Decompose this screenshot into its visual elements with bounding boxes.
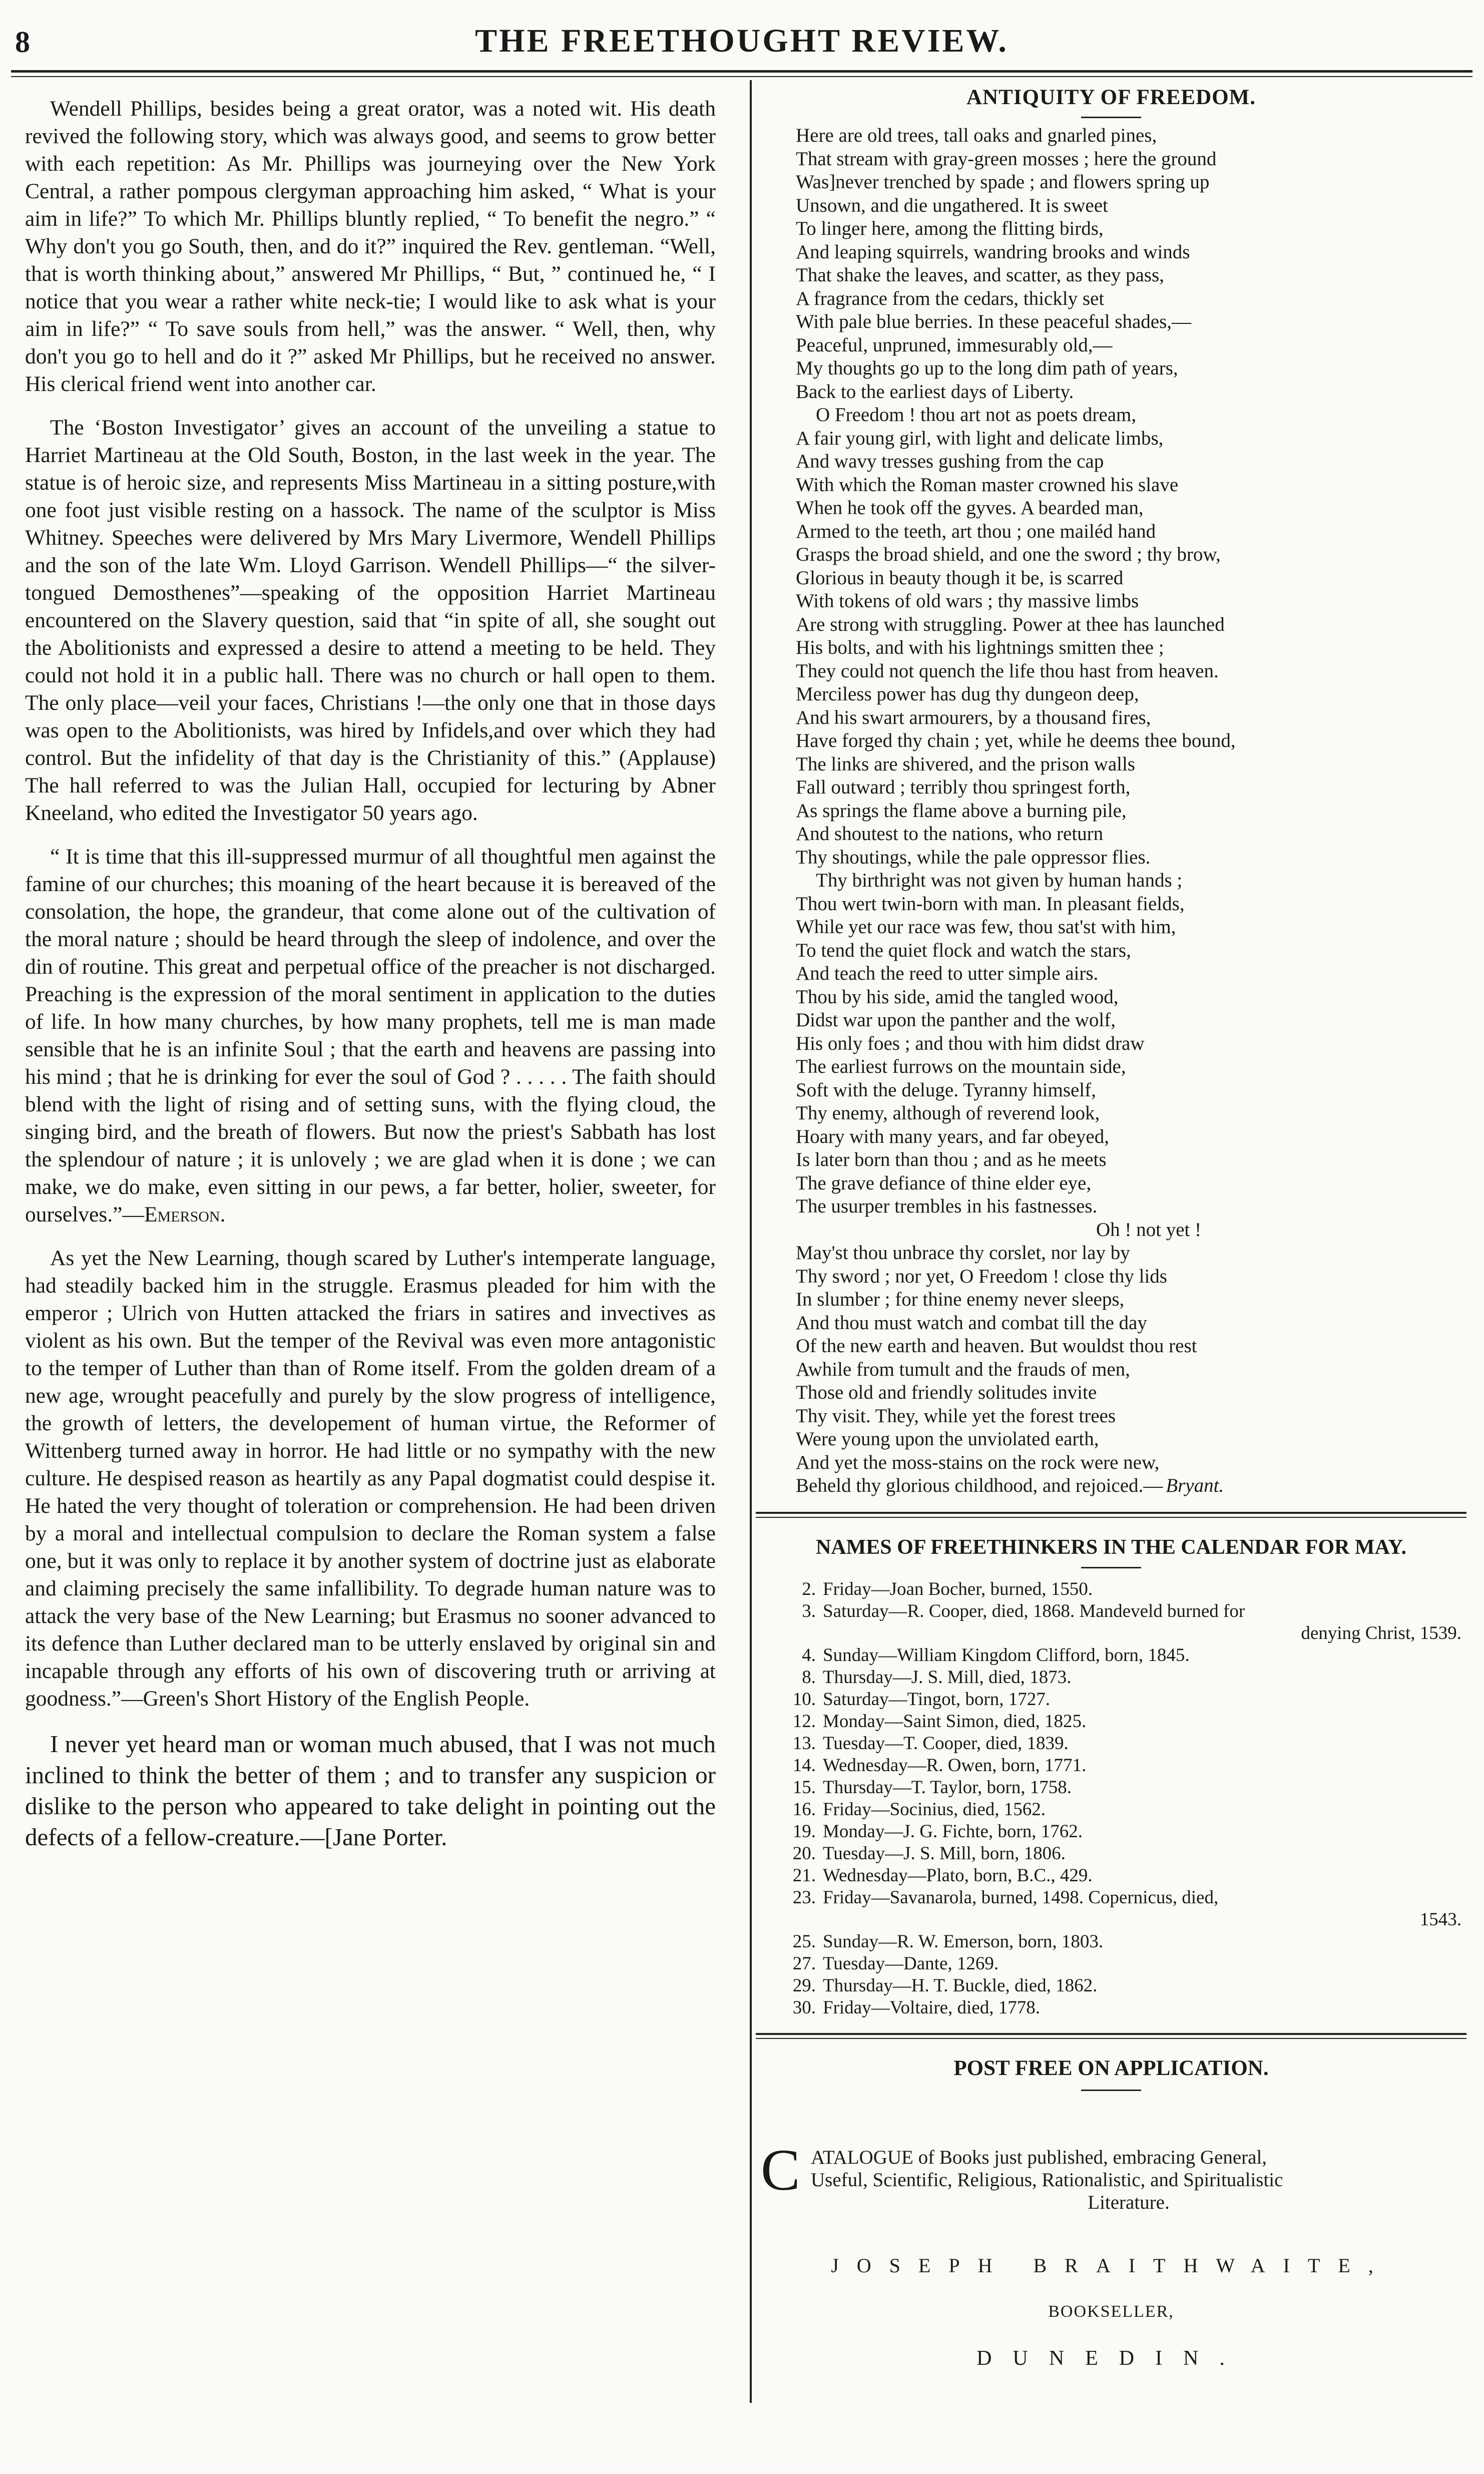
calendar-item <box>786 1644 1466 1667</box>
poem-line-text: And his swart armourers, by a thousand fires, <box>796 706 1151 728</box>
calendar-item <box>786 1821 1466 1843</box>
article-jane-porter: I never yet heard man or woman much abused, that I was not much inclined to think the better of them ; and to transfer any suspicion or dislike to the person who appeared to take delight in pointing out the defects of a fellow-creature.—[Jane Porter. <box>25 1730 716 1851</box>
calendar-item <box>786 1600 1466 1622</box>
calendar-item <box>786 1777 1466 1799</box>
calendar-day: 27. <box>792 1953 816 1974</box>
poem-line <box>796 1032 1466 1056</box>
column-divider <box>750 80 752 2403</box>
poem-line <box>796 660 1466 683</box>
poem-line-text: Thy enemy, although of reverend look, <box>796 1102 1100 1124</box>
poem-line-text: They could not quench the life thou hast from heaven. <box>796 660 1219 682</box>
calendar-day: 23. <box>792 1887 816 1908</box>
section-rule-2 <box>756 2033 1466 2039</box>
poem-line-text: Hoary with many years, and far obeyed, <box>796 1125 1109 1147</box>
poem-line <box>796 1148 1466 1172</box>
poem-line <box>796 380 1466 404</box>
calendar-day: 3. <box>802 1600 816 1621</box>
calendar-entry: Tuesday—J. S. Mill, born, 1806. <box>823 1843 1066 1864</box>
calendar-entry: Friday—Savanarola, burned, 1498. Copernicus, died, <box>823 1887 1219 1908</box>
calendar-day: 19. <box>792 1821 816 1842</box>
poem-line <box>796 1381 1466 1405</box>
left-column <box>25 95 716 1853</box>
poem-line <box>796 1125 1466 1149</box>
calendar-item <box>786 1622 1466 1644</box>
poem-line <box>796 450 1466 474</box>
poem-line-text: Was]never trenched by spade ; and flowers spring up <box>796 171 1210 193</box>
calendar-item <box>786 1733 1466 1755</box>
calendar-day <box>786 1909 816 1931</box>
poem-line <box>796 1451 1466 1475</box>
calendar-entry: 1543. <box>1419 1909 1461 1930</box>
poem-line-text: Fall outward ; terribly thou springest forth, <box>796 776 1131 798</box>
catalogue-line: ATALOGUE of Books just published, embracing General, <box>811 2146 1267 2168</box>
poem-line <box>796 683 1466 706</box>
poem-line-text: And shoutest to the nations, who return <box>796 823 1104 845</box>
poem-line-text: And yet the moss-stains on the rock were new, <box>796 1451 1160 1473</box>
masthead-rule <box>11 70 1472 73</box>
poem-line <box>796 1218 1466 1242</box>
calendar-item <box>786 1865 1466 1887</box>
poem-line-text: And wavy tresses gushing from the cap <box>796 451 1104 472</box>
poem-line-text: The links are shivered, and the prison walls <box>796 753 1135 775</box>
calendar-entry: Friday—Voltaire, died, 1778. <box>823 1997 1041 2018</box>
poem-line-text: Is later born than thou ; and as he meets <box>796 1149 1107 1170</box>
poem-line <box>796 1055 1466 1079</box>
poem-line <box>796 1009 1466 1032</box>
calendar-entry: denying Christ, 1539. <box>1301 1622 1461 1643</box>
poem-line <box>796 1265 1466 1289</box>
poem-line-text: Peaceful, unpruned, immesurably old,— <box>796 334 1113 356</box>
bookseller-role: BOOKSELLER, <box>1048 2302 1174 2321</box>
poem-line <box>796 893 1466 916</box>
poem-line <box>796 1172 1466 1195</box>
calendar-entry: Friday—Socinius, died, 1562. <box>823 1799 1046 1820</box>
drop-cap: C <box>761 2137 800 2203</box>
poem-line-text: Back to the earliest days of Liberty. <box>796 380 1074 402</box>
calendar-item <box>786 1953 1466 1975</box>
poem-line <box>796 310 1466 334</box>
calendar-entry: Tuesday—T. Cooper, died, 1839. <box>823 1733 1069 1754</box>
calendar-entry: Thursday—H. T. Buckle, died, 1862. <box>823 1975 1098 1996</box>
bookseller-city: DUNEDIN. <box>976 2346 1246 2370</box>
poem-line <box>796 148 1466 171</box>
poem-line-text: To linger here, among the flitting birds, <box>796 218 1104 239</box>
poem-line-text: Grasps the broad shield, and one the sword ; thy brow, <box>796 544 1221 565</box>
poem-signature: Bryant. <box>1166 1475 1224 1496</box>
poem-line <box>796 1358 1466 1382</box>
poem-line-text: Are strong with struggling. Power at thee has launched <box>796 613 1225 635</box>
poem-line-text: O Freedom ! thou art not as poets dream, <box>816 404 1137 426</box>
catalogue-line: Literature. <box>1088 2191 1170 2213</box>
emerson-quote-text: “ It is time that this ill-suppressed murmur of all thoughtful men against the famine of our churches; this moaning of the heart because it is bereaved of the consolation, the hope, the grandeur, that come alone out of the cultivation of the moral nature ; should be heard through the sleep of indolence, and over the din of routine. This great and perpetual office of the preacher is not discharged. Preaching is the expression of the moral sentiment in application to the duties of life. In how many churches, by how many prophets, tell me is man made sensible that he is an infinite Soul ; that the earth and heavens are passing into his mind ; that he is drinking for ever the soul of God ? . . . . . The faith should blend with the light of rising and of setting suns, with the flying cloud, the singing bird, and the breath of flowers. But now the priest's Sabbath has lost the splendour of nature ; it is unlovely ; we are glad when it is done ; we can make, we do make, even sitting in our pews, a far better, holier, sweeter, for ourselves.”— <box>25 845 716 1226</box>
poem-line <box>796 1079 1466 1102</box>
calendar-item <box>786 1843 1466 1865</box>
poem-line <box>796 962 1466 986</box>
poem-line-text: With pale blue berries. In these peaceful shades,— <box>796 311 1192 332</box>
calendar-entry: Sunday—William Kingdom Clifford, born, 1845. <box>823 1644 1190 1666</box>
poem-line <box>796 799 1466 823</box>
calendar-item <box>786 1909 1466 1931</box>
poem-line-text: Thy sword ; nor yet, O Freedom ! close thy lids <box>796 1265 1167 1287</box>
poem-line-text: To tend the quiet flock and watch the stars, <box>796 939 1131 961</box>
poem-line-text: The usurper trembles in his fastnesses. <box>796 1195 1098 1217</box>
calendar-entry: Tuesday—Dante, 1269. <box>823 1953 999 1974</box>
calendar-day: 12. <box>792 1711 816 1732</box>
poem-line <box>796 217 1466 241</box>
poem-line-text: Beheld thy glorious childhood, and rejoiced.— <box>796 1475 1163 1496</box>
poem-line <box>796 636 1466 660</box>
poem-line <box>796 1195 1466 1218</box>
calendar-day: 8. <box>802 1667 816 1688</box>
calendar-entry: Thursday—J. S. Mill, died, 1873. <box>823 1667 1072 1688</box>
poem-line <box>796 474 1466 497</box>
calendar-day: 13. <box>792 1733 816 1754</box>
calendar-entry: Friday—Joan Bocher, burned, 1550. <box>823 1578 1093 1599</box>
poem-line <box>796 613 1466 637</box>
calendar-item <box>786 1887 1466 1909</box>
poem-line-text: Merciless power has dug thy dungeon deep, <box>796 683 1139 705</box>
calendar-day <box>786 1622 816 1644</box>
calendar-title: NAMES OF FREETHINKERS IN THE CALENDAR FOR MAY. <box>815 1535 1407 1559</box>
poem-line-text: With tokens of old wars ; thy massive limbs <box>796 590 1139 612</box>
calendar-day: 4. <box>802 1644 816 1666</box>
poem-line-text: A fragrance from the cedars, thickly set <box>796 287 1105 309</box>
poem-line-text: Thy shoutings, while the pale oppressor flies. <box>796 846 1151 868</box>
calendar-day: 30. <box>792 1997 816 2018</box>
poem-line <box>796 1242 1466 1265</box>
poem-line-text: With which the Roman master crowned his slave <box>796 474 1179 496</box>
poem-line <box>796 706 1466 730</box>
poem-line-text: And teach the reed to utter simple airs. <box>796 963 1099 984</box>
poem-line-text: Here are old trees, tall oaks and gnarled pines, <box>796 125 1157 146</box>
poem-line <box>796 1288 1466 1312</box>
poem-line-text: Were young upon the unviolated earth, <box>796 1428 1099 1450</box>
poem-line <box>796 520 1466 544</box>
calendar-entry: Saturday—R. Cooper, died, 1868. Mandeveld burned for <box>823 1600 1245 1621</box>
poem-line <box>796 403 1466 427</box>
poem-line-text: Armed to the teeth, art thou ; one mailéd hand <box>796 520 1156 542</box>
calendar-item <box>786 1997 1466 2019</box>
calendar-day: 25. <box>792 1931 816 1952</box>
article-emerson-quote <box>25 843 716 1228</box>
calendar-item <box>786 1578 1466 1600</box>
bookseller-name: JOSEPH BRAITHWAITE, <box>831 2254 1391 2277</box>
calendar-day: 10. <box>792 1689 816 1710</box>
poem-line-text: My thoughts go up to the long dim path of years, <box>796 357 1178 379</box>
catalogue-line: Useful, Scientific, Religious, Rationalistic, and Spiritualistic <box>811 2169 1283 2191</box>
poem-line-text: Of the new earth and heaven. But wouldst thou rest <box>796 1335 1197 1357</box>
calendar-day: 16. <box>792 1799 816 1820</box>
calendar-item <box>786 1755 1466 1777</box>
poem-line-text: Oh ! not yet ! <box>1096 1218 1202 1241</box>
emerson-attribution: Emerson. <box>144 1202 226 1226</box>
poem-line <box>796 1335 1466 1358</box>
calendar-day: 2. <box>802 1578 816 1599</box>
poem-line <box>796 1102 1466 1125</box>
poem-line-text: Awhile from tumult and the frauds of men, <box>796 1358 1130 1380</box>
poem-line-text: Unsown, and die ungathered. It is sweet <box>796 194 1108 216</box>
poem-line <box>796 334 1466 357</box>
calendar-item <box>786 1975 1466 1997</box>
article-wendell-phillips: Wendell Phillips, besides being a great orator, was a noted wit. His death revived the following story, which was always good, and seems to grow better with each repetition: As Mr. Phillips was journeying over the New York Central, a rather pompous clergyman approaching him asked, “ What is your aim in life?” To which Mr. Phillips bluntly replied, “ To benefit the negro.” “ Why don't you go South, then, and do it?” inquired the Rev. gentleman. “Well, that is worth thinking about,” answered Mr Phillips, “ But, ” continued he, “ I notice that you wear a rather white neck-tie; I would like to ask what is your aim in life?” “ To save souls from hell,” was the answer. “ Well, then, why don't you go to hell and do it ?” asked Mr Phillips, but he received no answer. His clerical friend went into another car. <box>25 97 716 396</box>
poem-line-text: Soft with the deluge. Tyranny himself, <box>796 1079 1096 1101</box>
article-new-learning: As yet the New Learning, though scared by Luther's intemperate language, had steadily backed him in the struggle. Erasmus pleaded for him with the emperor ; Ulrich von Hutten attacked the friars in satires and invectives as violent as his own. But the temper of the Revival was even more antagonistic to the temper of Luther than than of Rome itself. From the golden dream of a new age, wrought peacefully and purely by the slow progress of intelligence, the growth of letters, the developement of human virtue, the Reformer of Wittenberg turned away in horror. He had little or no sympathy with the new culture. He despised reason as heartily as any Papal dogmatist could despise it. He hated the very thought of toleration or comprehension. He had been driven by a moral and intellectual compulsion to declare the Roman system a false one, but it was only to replace it by another system of doctrine just as elaborate and claiming precisely the same infallibility. To degrade human nature was to attack the very base of the New Learning; but Erasmus no sooner advanced to its defence than Luther declared man to be utterly enslaved by original sin and incapable through any efforts of his own of discovering truth or arriving at goodness.”—Green's Short History of the English People. <box>25 1246 716 1711</box>
poem-line <box>796 939 1466 963</box>
poem-line-text: His only foes ; and thou with him didst draw <box>796 1032 1145 1054</box>
poem-line-text: That stream with gray-green mosses ; here the ground <box>796 148 1217 170</box>
poem-line-text: When he took off the gyves. A bearded man, <box>796 497 1144 519</box>
poem-line-text: Thy visit. They, while yet the forest trees <box>796 1405 1116 1427</box>
poem-body <box>756 124 1466 1498</box>
masthead-rule-thin <box>11 76 1472 77</box>
post-free-rule <box>1081 2090 1141 2091</box>
poem-line <box>796 241 1466 264</box>
poem-line-text: In slumber ; for thine enemy never sleeps, <box>796 1289 1125 1310</box>
calendar-list <box>756 1578 1466 2019</box>
poem-line <box>796 543 1466 567</box>
article-boston-investigator: The ‘Boston Investigator’ gives an account of the unveiling a statue to Harriet Martineau at the Old South, Boston, in the last week in the year. The statue is of heroic size, and represents Miss Martineau in a sitting posture,with one foot just visible resting on a hassock. The name of the sculptor is Miss Whitney. Speeches were delivered by Mrs Mary Livermore, Wendell Phillips and the son of the late Wm. Lloyd Garrison. Wendell Phillips—“ the silver-tongued Demosthenes”—speaking of the opposition Harriet Martineau encountered on the Slavery question, said that “in spite of all, she sought out the Abolitionists and expressed a desire to attend a meeting to be held. They could not hold it in a public hall. There was no church or hall open to them. The only place—veil your faces, Christians !—the only one that in those days was open to the Abolitionists, was hired by Infidels,and over which they had control. But the infidelity of that day is the Christianity of this.” (Applause) The hall referred to was the Julian Hall, occupied for lecturing by Abner Kneeland, who edited the Investigator 50 years ago. <box>25 416 716 825</box>
poem-line-text: Thy birthright was not given by human hands ; <box>816 870 1183 891</box>
poem-line-text: As springs the flame above a burning pile, <box>796 799 1127 821</box>
poem-line <box>796 171 1466 194</box>
poem-line <box>796 497 1466 520</box>
calendar-day: 21. <box>792 1865 816 1886</box>
calendar-entry: Sunday—R. W. Emerson, born, 1803. <box>823 1931 1104 1952</box>
poem-line-text: His bolts, and with his lightnings smitten thee ; <box>796 637 1164 658</box>
calendar-item <box>786 1799 1466 1821</box>
poem-line-text: And leaping squirrels, wandring brooks and winds <box>796 241 1190 263</box>
poem-line <box>796 916 1466 939</box>
paper-title: THE FREETHOUGHT REVIEW. <box>475 23 1009 59</box>
poem-title-rule <box>1081 117 1141 118</box>
calendar-entry: Saturday—Tingot, born, 1727. <box>823 1689 1050 1710</box>
poem-line <box>796 1312 1466 1335</box>
poem-line-text: Have forged thy chain ; yet, while he deems thee bound, <box>796 730 1236 751</box>
poem-line <box>796 427 1466 451</box>
post-free-heading: POST FREE ON APPLICATION. <box>953 2056 1269 2080</box>
poem-line-text: The grave defiance of thine elder eye, <box>796 1172 1092 1194</box>
right-column <box>756 85 1466 2370</box>
poem-line <box>796 590 1466 613</box>
poem-line-text: That shake the leaves, and scatter, as they pass, <box>796 264 1164 286</box>
calendar-day: 15. <box>792 1777 816 1798</box>
calendar-entry: Wednesday—R. Owen, born, 1771. <box>823 1755 1087 1776</box>
catalogue-notice <box>761 2137 1446 2214</box>
poem-line-text: Thou wert twin-born with man. In pleasant fields, <box>796 893 1185 915</box>
poem-line <box>796 567 1466 590</box>
page-number: 8 <box>15 26 30 59</box>
poem-line <box>796 1428 1466 1451</box>
poem-line <box>796 846 1466 870</box>
poem-line <box>796 869 1466 893</box>
poem-line <box>796 287 1466 311</box>
poem-line-text: And thou must watch and combat till the day <box>796 1312 1147 1334</box>
masthead <box>11 20 1472 60</box>
poem-line-text: Glorious in beauty though it be, is scarred <box>796 567 1124 589</box>
calendar-entry: Monday—Saint Simon, died, 1825. <box>823 1711 1087 1732</box>
poem-line <box>796 729 1466 753</box>
calendar-day: 14. <box>792 1755 816 1776</box>
poem-line-text: A fair young girl, with light and delicate limbs, <box>796 427 1164 449</box>
poem-line <box>796 264 1466 287</box>
poem-line-text: May'st thou unbrace thy corslet, nor lay by <box>796 1242 1130 1264</box>
section-rule <box>756 1512 1466 1518</box>
poem-line <box>796 124 1466 148</box>
poem-title: ANTIQUITY OF FREEDOM. <box>966 86 1256 109</box>
calendar-title-rule <box>1081 1567 1141 1568</box>
poem-line-text: Didst war upon the panther and the wolf, <box>796 1009 1116 1031</box>
poem-line <box>796 194 1466 218</box>
calendar-item <box>786 1931 1466 1953</box>
poem-line <box>796 1474 1466 1498</box>
poem-line-text: The earliest furrows on the mountain side, <box>796 1056 1126 1077</box>
poem-line <box>796 986 1466 1009</box>
calendar-item <box>786 1689 1466 1711</box>
calendar-day: 20. <box>792 1843 816 1864</box>
poem-line-text: Those old and friendly solitudes invite <box>796 1382 1097 1403</box>
poem-line-text: Thou by his side, amid the tangled wood, <box>796 986 1119 1008</box>
poem-line <box>796 357 1466 380</box>
poem-line <box>796 1405 1466 1428</box>
poem-line-text: While yet our race was few, thou sat'st with him, <box>796 916 1176 938</box>
calendar-entry: Monday—J. G. Fichte, born, 1762. <box>823 1821 1083 1842</box>
calendar-entry: Thursday—T. Taylor, born, 1758. <box>823 1777 1072 1798</box>
calendar-day: 29. <box>792 1975 816 1996</box>
calendar-item <box>786 1711 1466 1733</box>
poem-line <box>796 776 1466 799</box>
poem-line <box>796 822 1466 846</box>
calendar-entry: Wednesday—Plato, born, B.C., 429. <box>823 1865 1093 1886</box>
calendar-item <box>786 1667 1466 1689</box>
poem-line <box>796 753 1466 776</box>
